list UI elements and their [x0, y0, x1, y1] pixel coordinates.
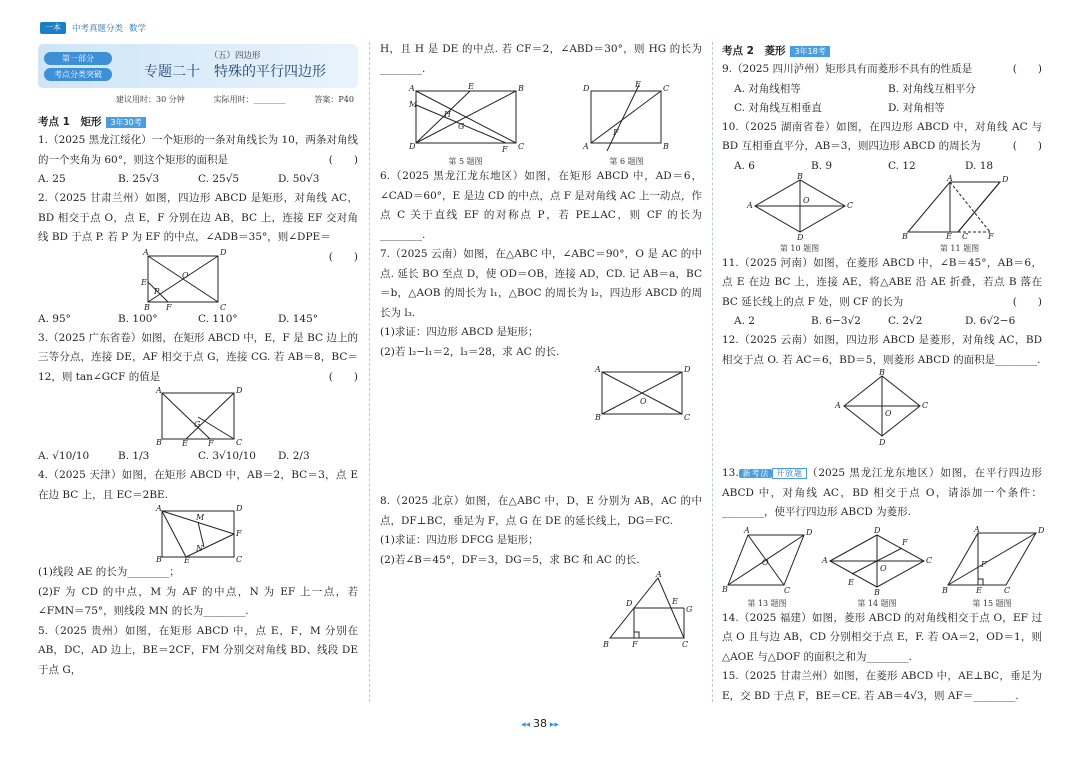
running-header [40, 21, 146, 35]
svg-text:E: E [141, 277, 148, 287]
column-1 [38, 40, 358, 680]
q10-options: A. 6 B. 9 C. 12 D. 18 [734, 159, 994, 172]
q11-stem: 11.（2025 河南）如图，在菱形 ABCD 中，∠B＝45°，AB＝6，点 E 在边 BC 上，连接 AE，将△ABE 沿 AE 折叠，若点 B 落在 BC 延长线上的点 F 处，则 CF 的长为 ( ) [722, 256, 1042, 308]
kd1-heading: 考点 1 矩形 3年30考 [38, 113, 358, 131]
part-pill: 第一部分 [44, 52, 112, 65]
svg-text:C: C [682, 640, 689, 649]
svg-text:C: C [684, 413, 691, 422]
q12-stem: 12.（2025 云南）如图，四边形 ABCD 是菱形，对角线 AC，BD 相交于点 O. 若 AC＝6，BD＝5，则菱形 ABCD 的面积是________. [722, 334, 1042, 366]
svg-text:F: F [632, 640, 638, 649]
svg-text:E: E [848, 577, 854, 587]
svg-text:E: E [634, 80, 641, 89]
q8-figure [380, 572, 702, 650]
svg-text:F: F [501, 145, 508, 154]
svg-text:P: P [154, 286, 160, 296]
svg-text:E: E [976, 585, 982, 595]
kd2-tag: 3年18考 [790, 46, 829, 57]
q3-options: A. √10/10 B. 1/3 C. 3√10/10 D. 2/3 [38, 450, 310, 462]
svg-text:C: C [1004, 585, 1011, 595]
new-method-badge: 新考法 [739, 469, 773, 478]
svg-text:G: G [457, 122, 464, 131]
q7-part2: (2)若 l₂−l₁＝2，l₃＝28，求 AC 的长. [380, 345, 560, 358]
column-2 [380, 40, 702, 650]
svg-text:F: F [987, 231, 994, 241]
svg-text:D: D [879, 438, 886, 447]
svg-text:A: A [835, 401, 841, 410]
q8-part1: (1)求证：四边形 DFCG 是矩形； [380, 534, 539, 546]
subject-label: 数学 [129, 24, 147, 34]
svg-text:B: B [144, 302, 151, 312]
svg-text:O: O [640, 397, 647, 406]
column-divider [369, 42, 370, 702]
q11-figure [900, 173, 1020, 241]
fig5-caption: 第 5 题图 [448, 157, 483, 166]
svg-text:B: B [662, 142, 669, 151]
svg-text:C: C [784, 585, 791, 595]
svg-text:D: D [626, 599, 633, 608]
svg-text:B: B [156, 438, 162, 447]
svg-text:A: A [746, 200, 753, 210]
q5-q6-figures [380, 80, 702, 167]
actual-time: 实际用时：________ [213, 95, 286, 104]
svg-text:E: E [467, 82, 474, 91]
q1-options: A. 25 B. 25√3 C. 25√5 D. 50√3 [38, 173, 320, 185]
fig11-caption: 第 11 题图 [939, 243, 980, 253]
svg-text:B: B [942, 585, 948, 595]
section-pill: 考点分类突破 [44, 68, 112, 81]
svg-text:C: C [236, 555, 243, 564]
q2-options: A. 95° B. 100° C. 110° D. 145° [38, 312, 319, 325]
q2-figure [38, 248, 329, 310]
svg-text:A: A [156, 504, 162, 513]
svg-text:O: O [880, 563, 887, 573]
q11-options: A. 2 B. 6−3√2 C. 2√2 D. 6√2−6 [734, 315, 1016, 327]
svg-text:D: D [796, 232, 803, 242]
svg-text:D: D [408, 142, 415, 151]
svg-text:F: F [166, 302, 172, 312]
svg-text:C: C [961, 231, 968, 241]
svg-text:A: A [595, 365, 601, 374]
kd1-tag: 3年30考 [106, 117, 145, 128]
svg-text:C: C [926, 555, 933, 565]
svg-text:B: B [722, 584, 728, 594]
q5-figure [406, 83, 526, 153]
q5-stem: 5.（2025 贵州）如图，在矩形 ABCD 中，点 E，F，M 分别在 AB，DC，AD 边上，BE＝2CF，FM 分别交对角线 BD、线段 DE 于点 G， [38, 624, 358, 676]
fig10-caption: 第 10 题图 [779, 243, 820, 253]
svg-text:D: D [874, 525, 881, 535]
svg-text:A: A [656, 570, 662, 579]
column-3 [722, 40, 1045, 706]
q9-stem: 9.（2025 四川泸州）矩形具有而菱形不具有的性质是 ( ) [722, 63, 1042, 75]
svg-text:F: F [612, 128, 619, 137]
kd2-heading: 考点 2 菱形 3年18考 [722, 42, 1042, 60]
svg-text:B: B [595, 413, 601, 422]
svg-text:B: B [517, 84, 524, 93]
svg-text:H: H [443, 110, 451, 119]
q10-figure [745, 171, 855, 242]
svg-text:N: N [196, 544, 203, 553]
svg-text:A: A [744, 525, 750, 535]
svg-text:B: B [156, 555, 162, 564]
q10-q11-figures [722, 171, 1042, 254]
book-title: 中考真题分类 [72, 24, 124, 34]
svg-text:A: A [946, 173, 953, 183]
svg-text:E: E [945, 231, 952, 241]
svg-text:O: O [885, 409, 892, 418]
q8-part2: (2)若∠B＝45°，DF＝3，DG＝5，求 BC 和 AC 的长. [380, 553, 640, 566]
svg-text:D: D [806, 527, 813, 537]
svg-text:G: G [686, 605, 693, 614]
topic-title: 专题二十 特殊的平行四边形 [144, 64, 326, 80]
svg-text:A: A [408, 84, 415, 93]
q8-stem: 8.（2025 北京）如图，在△ABC 中，D，E 分别为 AB，AC 的中点，DF⊥BC，垂足为 F，点 G 在 DE 的延长线上，DG＝FC. [380, 495, 702, 527]
svg-text:B: B [796, 171, 803, 181]
svg-text:D: D [220, 247, 227, 257]
svg-text:O: O [762, 557, 769, 567]
q4-figure [38, 505, 358, 563]
q3-figure [38, 387, 358, 447]
svg-text:M: M [408, 100, 417, 109]
svg-text:O: O [182, 270, 189, 280]
q6-figure [577, 80, 677, 153]
q15-figure [942, 524, 1045, 595]
q12-figure [722, 370, 1042, 446]
fig14-caption: 第 14 题图 [857, 598, 897, 608]
q13-q15-figures [722, 524, 1045, 609]
svg-text:F: F [902, 537, 908, 547]
svg-text:C: C [846, 200, 853, 210]
svg-text:O: O [802, 195, 810, 205]
svg-text:D: D [236, 386, 243, 395]
topic-subtitle: （五）四边形 [209, 51, 261, 61]
svg-text:D: D [582, 84, 589, 93]
svg-text:E: E [672, 597, 678, 606]
svg-text:A: A [974, 524, 980, 534]
svg-text:B: B [874, 587, 880, 597]
column-divider [712, 42, 713, 702]
topic-banner [38, 44, 358, 88]
brand-logo: 一本 [40, 22, 66, 34]
q13-stem: 13. 新考法 开放题 （2025 黑龙江龙东地区）如图，在平行四边形 ABCD 中，对角线 AC，BD 相交于点 O，请添加一个条件：________，使平行四边形 ABCD 为菱形. [722, 467, 1043, 518]
answer-ref: 答案：P40 [314, 95, 354, 104]
svg-text:G: G [194, 420, 201, 429]
svg-text:M: M [196, 513, 205, 522]
svg-text:F: F [981, 559, 987, 569]
svg-text:C: C [517, 142, 524, 151]
svg-text:F: F [208, 439, 214, 448]
q13-figure [722, 527, 812, 595]
q6-stem: 6.（2025 黑龙江龙东地区）如图，在矩形 ABCD 中，AD＝6，∠CAD＝60°，E 是边 CD 的中点，点 F 是对角线 AC 上一动点，作点 C 关于直线 EF 的对称点 P，若 PE⊥AC，则 CF 的长为________. [380, 170, 702, 241]
q10-stem: 10.（2025 湖南省卷）如图，在四边形 ABCD 中，对角线 AC 与 BD 互相垂直平分，AB＝3，则四边形 ABCD 的周长为 ( ) [722, 120, 1042, 152]
timing-row [38, 88, 358, 105]
svg-text:C: C [220, 302, 227, 312]
q7-stem: 7.（2025 云南）如图，在△ABC 中，∠ABC＝90°，O 是 AC 的中点. 延长 BO 至点 D，使 OD＝OB，连接 AD，CD. 记 AB＝a，BC＝b，△AOB 的周长为 l₁，△BOC 的周长为 l₂，四边形 ABCD 的周长为 l₃. [380, 248, 702, 319]
svg-text:C: C [662, 84, 669, 93]
q7-part1: (1)求证：四边形 ABCD 是矩形； [380, 326, 539, 338]
q4-part1: (1)线段 AE 的长为________； [38, 566, 180, 578]
q14-figure [822, 527, 932, 595]
suggested-time: 建议用时：30 分钟 [116, 95, 185, 104]
q1-stem: 1.（2025 黑龙江绥化）一个矩形的一条对角线长为 10，两条对角线的一个夹角为 60°，则这个矩形的面积是 ( ) [38, 134, 358, 166]
q7-figure [380, 366, 702, 422]
q14-stem: 14.（2025 福建）如图，菱形 ABCD 的对角线相交于点 O，EF 过点 O 且与边 AB，CD 分别相交于点 E，F. 若 OA＝2，OD＝1，则△AOE 与△DOF 的面积之和为________. [722, 611, 1042, 663]
page-number: ◂◂ 38 ▸▸ [521, 717, 559, 730]
svg-text:E: E [182, 439, 188, 448]
svg-text:A: A [822, 555, 828, 565]
q15-stem: 15.（2025 甘肃兰州）如图，在菱形 ABCD 中，AE⊥BC，垂足为 E，交 BD 于点 F，BE＝CE. 若 AB＝4√3，则 AF＝________. [722, 670, 1042, 702]
fig13-caption: 第 13 题图 [747, 598, 787, 608]
svg-text:D: D [1038, 525, 1045, 535]
svg-text:E: E [184, 556, 190, 565]
svg-text:D: D [236, 504, 243, 513]
svg-text:B: B [603, 640, 609, 649]
open-question-badge: 开放题 [772, 468, 807, 479]
q9-options: A. 对角线相等 B. 对角线互相平分 C. 对角线互相垂直 D. 对角相等 [734, 82, 976, 114]
fig15-caption: 第 15 题图 [972, 598, 1012, 608]
svg-text:A: A [582, 142, 589, 151]
q5-continuation: H，且 H 是 DE 的中点. 若 CF＝2，∠ABD＝30°，则 HG 的长为________. [380, 43, 702, 75]
svg-text:D: D [684, 365, 691, 374]
fig6-caption: 第 6 题图 [609, 157, 644, 166]
svg-text:B: B [901, 231, 908, 241]
svg-text:B: B [879, 368, 885, 377]
q3-stem: 3.（2025 广东省卷）如图，在矩形 ABCD 中，E，F 是 BC 边上的三等分点，连接 DE，AF 相交于点 G，连接 CG. 若 AB＝8，BC＝12，则 tan∠GCF 的值是 ( ) [38, 331, 358, 383]
svg-text:F: F [236, 529, 242, 538]
svg-text:A: A [156, 386, 162, 395]
q4-stem: 4.（2025 天津）如图，在矩形 ABCD 中，AB＝2，BC＝3，点 E 在边 BC 上，且 EC＝2BE. [38, 469, 358, 501]
q2-stem: 2.（2025 甘肃兰州）如图，四边形 ABCD 是矩形，对角线 AC，BD 相交于点 O，点 E，F 分别在边 AB，BC 上，连接 EF 交对角线 BD 于点 P. 若 P 为 EF 的中点，∠ADB＝35°，则∠DPE＝ ( ) [38, 192, 358, 263]
q4-part2: (2)F 为 CD 的中点，M 为 AF 的中点，N 为 EF 上一点，若∠FMN＝75°，则线段 MN 的长为________. [38, 585, 358, 617]
svg-text:D: D [1001, 174, 1008, 184]
svg-text:C: C [236, 438, 243, 447]
svg-text:C: C [922, 401, 929, 410]
svg-text:A: A [143, 247, 150, 257]
